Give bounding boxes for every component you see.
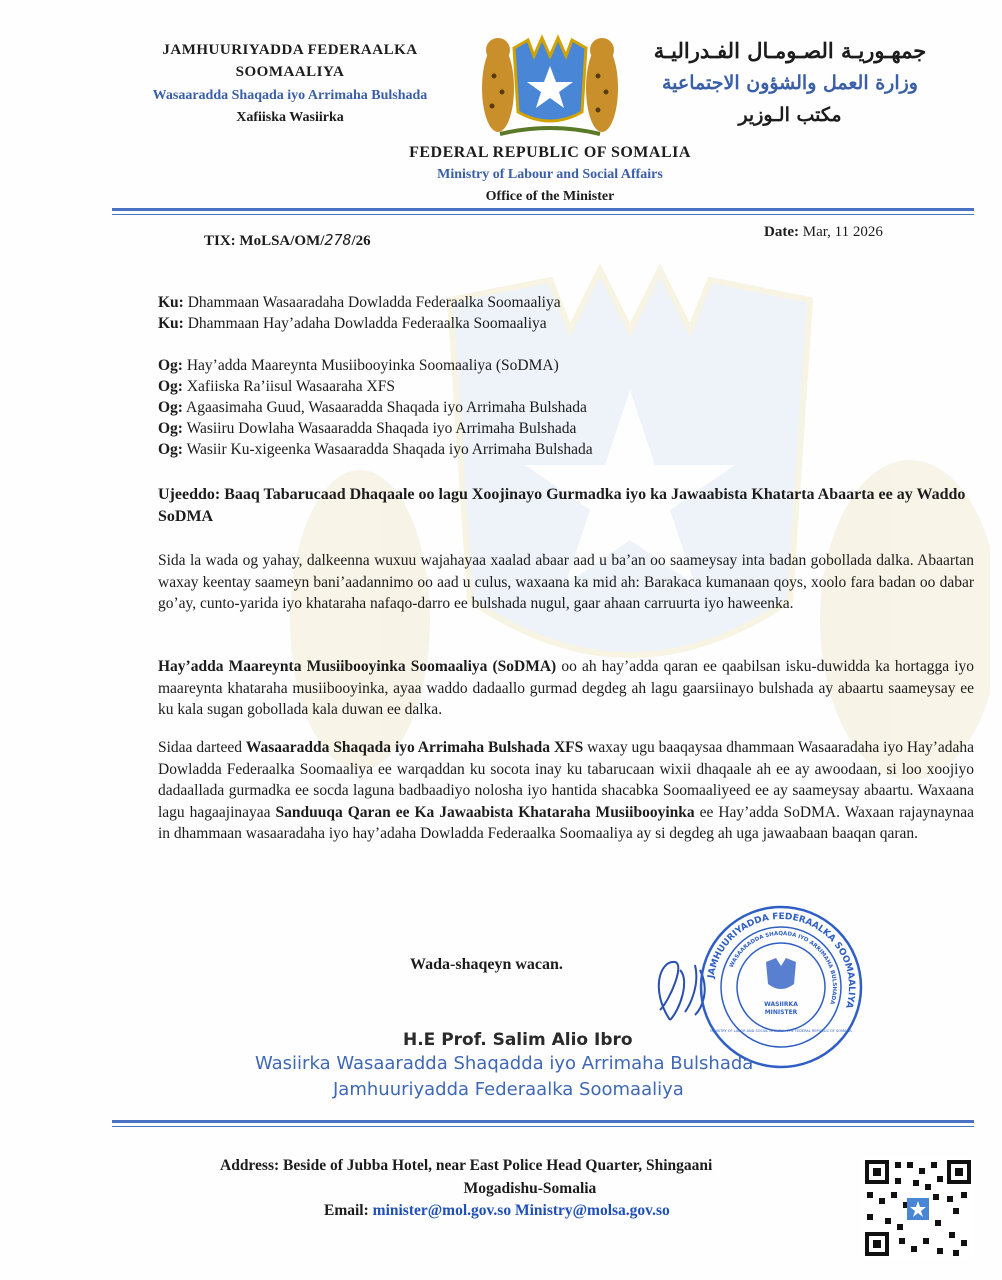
stamp-center1: WASIIRKA — [764, 1001, 798, 1008]
stamp-center2: MINISTER — [764, 1009, 798, 1016]
email-link-ministry[interactable]: Ministry@molsa.gov.so — [514, 1202, 670, 1219]
date-label: Date: — [764, 224, 799, 240]
official-stamp — [696, 902, 866, 1072]
qr-code[interactable] — [863, 1158, 973, 1258]
signatory-name: H.E Prof. Salim Alio Ibro — [403, 1030, 633, 1050]
stamp-outer-text: JAMHUURIYADDA FEDERAALKA SOOMAALIYA — [706, 911, 857, 1010]
cc-item: Og: Wasiiru Dowlaha Wasaaradda Shaqada iyo Arrimaha Bulshada — [158, 420, 577, 437]
stamp-bottom-text: MINISTRY OF LABOR AND SOCIAL AFFAIRS · THE FEDERAL REPUBLIC OF SOMALIA — [710, 1029, 852, 1033]
header-ar-line1: جمهـوريـة الصـومـال الفـدراليـة — [653, 38, 927, 63]
header-en-ministry: Ministry of Labour and Social Affairs — [437, 167, 663, 182]
header-divider — [112, 208, 974, 211]
cc-item: Og: Xafiiska Ra’iisul Wasaaraha XFS — [158, 378, 395, 395]
header-so-line1: JAMHUURIYADDA FEDERAALKA — [162, 42, 418, 58]
reference-year: /26 — [351, 233, 371, 249]
email-link-minister[interactable]: minister@mol.gov.so — [372, 1202, 512, 1219]
cc-list — [158, 355, 593, 460]
header-ar-ministry: وزارة العمل والشؤون الاجتماعية — [662, 72, 918, 94]
coat-of-arms-icon — [470, 26, 630, 144]
footer-address-line2: Mogadishu-Somalia — [463, 1180, 597, 1197]
header-en-line1: FEDERAL REPUBLIC OF SOMALIA — [409, 144, 691, 161]
cc-item: Og: Agaasimaha Guud, Wasaaradda Shaqada iyo Arrimaha Bulshada — [158, 399, 587, 416]
closing: Wada-shaqeyn wacan. — [410, 956, 563, 973]
reference-label: TIX: — [204, 233, 236, 249]
to-item: Ku: Dhammaan Wasaaradaha Dowladda Federaalka Soomaaliya — [158, 294, 561, 311]
header-so-ministry: Wasaaradda Shaqada iyo Arrimaha Bulshada — [152, 88, 428, 103]
signatory-country: Jamhuuriyadda Federaalka Soomaaliya — [333, 1079, 684, 1100]
reference-prefix: MoLSA/OM/ — [239, 233, 325, 249]
body-paragraph-3: Sidaa darteed Wasaaradda Shaqada iyo Arrimaha Bulshada XFS waxay ugu baaqaysaa dhammaan Wasaaradaha iyo Hay’adaha Dowladda Federaalka Soomaaliya ee warqaddan ku socota inay ku tabarucaan wixii dhaqaale ah ee ay awoodaan, si loo xoojiyo dadaallada gurmadka ee socda laguna badbaadiyo nolosha iyo hantida shacabka Soomaaliyeed ee ay saameysay abaartu. Waxaana lagu hagaajinayaa Sanduuqa Qaran ee Ka Jawaabista Khataraha Musiibooyinka ee Hay’adda SoDMA. Waxaan rajaynaynaa in dhammaan wasaaradaha iyo hay’adaha Dowladda Federaalka Soomaaliya ay si degdeg ah uga jawaabaan baaqan qaran. — [158, 739, 974, 842]
body-paragraph-2: Hay’adda Maareynta Musiibooyinka Soomaaliya (SoDMA) oo ah hay’adda qaran ee qaabilsan isku-duwidda ka hortagga iyo maareynta khataraha musiibooyinka, ayaa waddo dadaallo gurmad degdeg ah lagu gaarsiinayo bulshada ay abaartu saameysay ee ku kala sugan gobollada kala duwan ee dalka. — [158, 658, 974, 718]
header-divider-thin — [112, 214, 974, 215]
date-line — [764, 224, 883, 241]
header-so-line2: SOOMAALIYA — [235, 64, 345, 80]
to-list — [158, 292, 561, 334]
cc-item: Og: Wasiir Ku-xigeenka Wasaaradda Shaqada iyo Arrimaha Bulshada — [158, 441, 593, 458]
footer-divider-thin — [112, 1126, 974, 1127]
stamp-inner-text: WASAARADDA SHAQADA IYO ARRIMAHA BULSHADA — [728, 930, 838, 1005]
header-ar-office: مكتب الـوزير — [738, 104, 842, 126]
reference-number — [204, 231, 371, 250]
footer-address-line1: Address: Beside of Jubba Hotel, near East Police Head Quarter, Shingaani — [220, 1157, 713, 1174]
footer-email: Email: minister@mol.gov.so Ministry@molsa.gov.so — [324, 1202, 670, 1219]
body-paragraph-1: Sida la wada og yahay, dalkeenna wuxuu wajahayaa xaalad abaar aad u ba’an oo saameysay inta badan gobollada dalka. Abaartan waxay keentay saameyn bani’aadannimo oo aad u culus, waxaana ka mid ah: Barakaca kumanaan qoys, xoolo fara badan oo dabar go’ay, cunto-yarida iyo khataraha nafaqo-darro ee bulshada nugul, gaar ahaan carruurta iyo haweenka. — [158, 552, 974, 612]
cc-item: Og: Hay’adda Maareynta Musiibooyinka Soomaaliya (SoDMA) — [158, 357, 559, 374]
date-value: Mar, 11 2026 — [802, 224, 883, 240]
footer-divider — [112, 1120, 974, 1123]
to-item: Ku: Dhammaan Hay’adaha Dowladda Federaalka Soomaaliya — [158, 315, 547, 332]
reference-handwritten-number: 278 — [324, 231, 352, 249]
signatory-title: Wasiirka Wasaaradda Shaqadda iyo Arrimaha Bulshada — [255, 1053, 754, 1074]
header-so-office: Xafiiska Wasiirka — [236, 110, 344, 125]
subject-line: Ujeeddo: Baaq Tabarucaad Dhaqaale oo lagu Xoojinayo Gurmadka iyo ka Jawaabista Khatarta Abaarta ee ay Waddo SoDMA — [158, 486, 966, 525]
header-en-office: Office of the Minister — [485, 189, 615, 204]
